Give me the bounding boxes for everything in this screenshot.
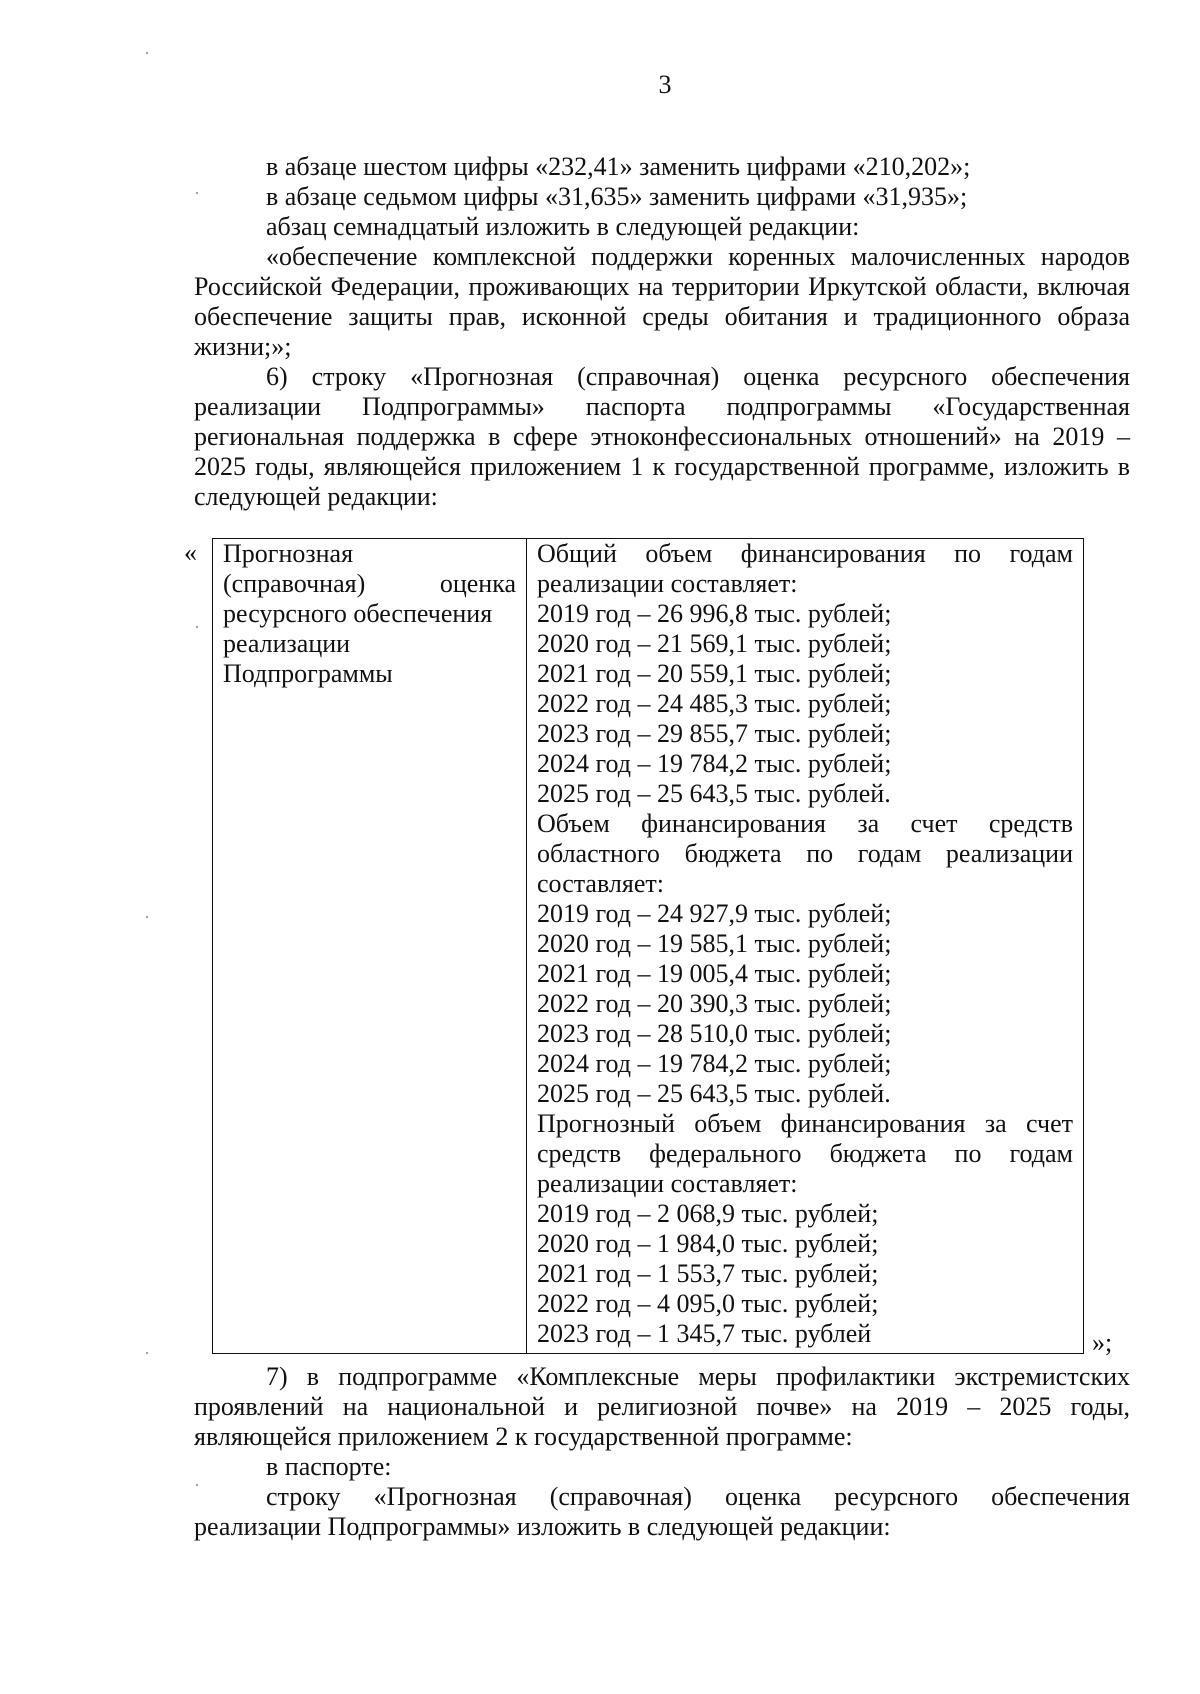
- label-line: ресурсного обеспечения: [223, 599, 493, 628]
- value-line: 2022 год – 24 485,3 тыс. рублей;: [537, 689, 892, 718]
- scan-speck: [146, 916, 148, 918]
- last-paragraph: строку «Прогнозная (справочная) оценка ресурсного обеспечения реализации Подпрограммы» изложить в следующей редакции:: [194, 1482, 1130, 1541]
- value-line: областного бюджета по годам реализации: [537, 839, 1073, 868]
- value-line: 2025 год – 25 643,5 тыс. рублей.: [537, 1079, 891, 1108]
- value-line: 2024 год – 19 784,2 тыс. рублей;: [537, 749, 892, 778]
- intro-line-2: в абзаце седьмом цифры «31,635» заменить цифрами «31,935»;: [266, 182, 968, 211]
- item-7-paragraph: 7) в подпрограмме «Комплексные меры профилактики экстремистских проявлений на национальной и религиозной почве» на 2019 – 2025 годы, являющейся приложением 2 к государственной программе:: [194, 1362, 1130, 1451]
- value-line: Общий объем финансирования по годам: [537, 539, 1073, 568]
- value-line: составляет:: [537, 869, 664, 898]
- table-open-quote: «: [184, 538, 197, 567]
- label-line: (справочная) оценка: [223, 569, 516, 598]
- scan-speck: [146, 1352, 148, 1354]
- value-line: 2020 год – 1 984,0 тыс. рублей;: [537, 1229, 879, 1258]
- value-line: 2019 год – 26 996,8 тыс. рублей;: [537, 599, 892, 628]
- value-line: 2022 год – 4 095,0 тыс. рублей;: [537, 1289, 879, 1318]
- value-line: реализации составляет:: [537, 569, 798, 598]
- value-line: 2019 год – 24 927,9 тыс. рублей;: [537, 899, 892, 928]
- label-line: Прогнозная: [223, 539, 354, 568]
- value-line: 2020 год – 21 569,1 тыс. рублей;: [537, 629, 892, 658]
- scan-speck: [146, 52, 148, 54]
- value-line: 2021 год – 1 553,7 тыс. рублей;: [537, 1259, 879, 1288]
- label-line: реализации: [223, 629, 351, 658]
- value-line: 2023 год – 29 855,7 тыс. рублей;: [537, 719, 892, 748]
- quote-paragraph: «обеспечение комплексной поддержки коренных малочисленных народов Российской Федерации, проживающих на территории Иркутской области, включая обеспечение защиты прав, исконной среды обитания и традиционного образа жизни;»;: [194, 242, 1130, 361]
- value-line: реализации составляет:: [537, 1169, 798, 1198]
- value-line: 2024 год – 19 784,2 тыс. рублей;: [537, 1049, 892, 1078]
- scan-speck: [196, 192, 198, 194]
- value-line: 2020 год – 19 585,1 тыс. рублей;: [537, 929, 892, 958]
- intro-line-3: абзац семнадцатый изложить в следующей редакции:: [266, 212, 860, 241]
- intro-line-1: в абзаце шестом цифры «232,41» заменить цифрами «210,202»;: [266, 152, 971, 181]
- table-label-cell: [213, 539, 527, 1353]
- value-line: 2021 год – 20 559,1 тыс. рублей;: [537, 659, 892, 688]
- value-line: 2023 год – 28 510,0 тыс. рублей;: [537, 1019, 892, 1048]
- table-close-quote: »;: [1092, 1328, 1113, 1357]
- in-passport-line: в паспорте:: [266, 1452, 392, 1481]
- value-line: 2022 год – 20 390,3 тыс. рублей;: [537, 989, 892, 1018]
- value-line: 2023 год – 1 345,7 тыс. рублей: [537, 1319, 872, 1348]
- value-line: 2025 год – 25 643,5 тыс. рублей.: [537, 779, 891, 808]
- value-line: 2021 год – 19 005,4 тыс. рублей;: [537, 959, 892, 988]
- value-line: средств федерального бюджета по годам: [537, 1139, 1073, 1168]
- funding-table: [212, 538, 1084, 1354]
- table-value-cell: [527, 539, 1083, 1353]
- item-6-paragraph: 6) строку «Прогнозная (справочная) оценка ресурсного обеспечения реализации Подпрограммы» паспорта подпрограммы «Государственная региональная поддержка в сфере этноконфессиональных отношений» на 2019 – 2025 годы, являющейся приложением 1 к государственной программе, изложить в следующей редакции:: [194, 362, 1130, 511]
- value-line: 2019 год – 2 068,9 тыс. рублей;: [537, 1199, 879, 1228]
- page-number: 3: [658, 70, 672, 99]
- scan-speck: [196, 1484, 198, 1486]
- value-line: Объем финансирования за счет средств: [537, 809, 1073, 838]
- label-line: Подпрограммы: [223, 659, 393, 688]
- scan-speck: [196, 626, 198, 628]
- value-line: Прогнозный объем финансирования за счет: [537, 1109, 1073, 1138]
